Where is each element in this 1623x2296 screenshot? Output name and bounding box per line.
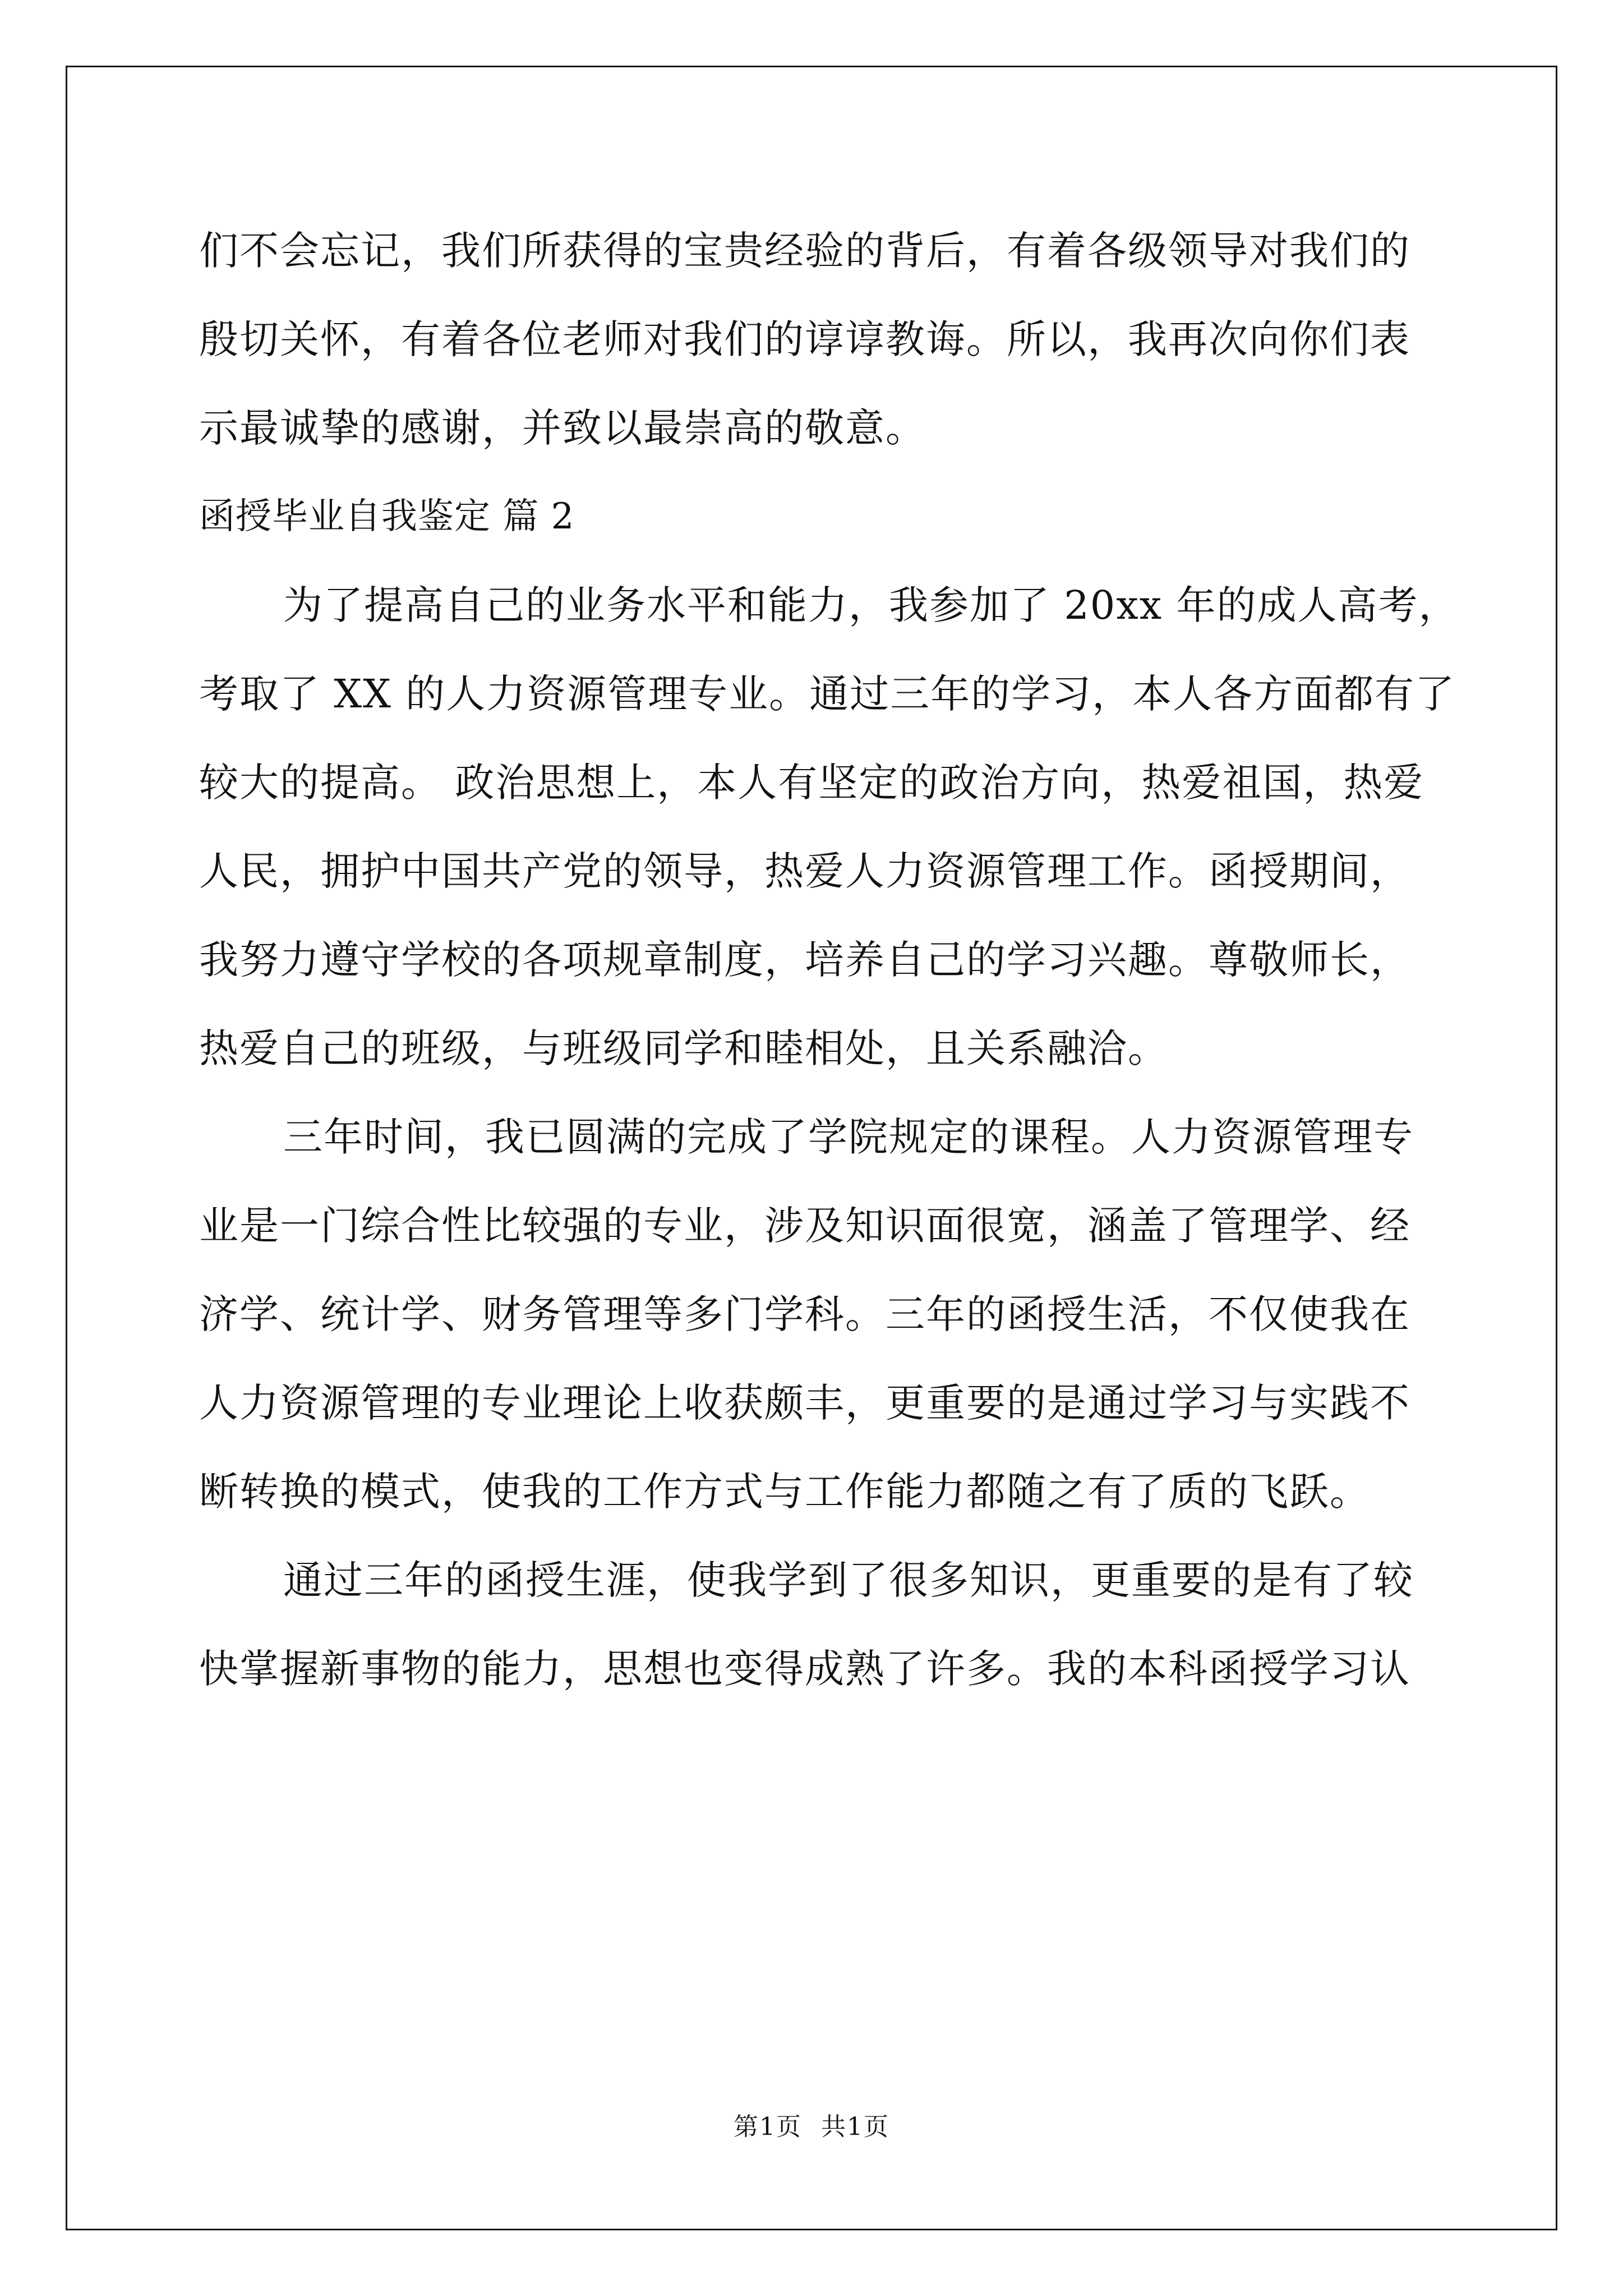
text-line: 通过三年的函授生涯，使我学到了很多知识，更重要的是有了较 (283, 1557, 1414, 1603)
text-line: 热爱自己的班级，与班级同学和睦相处，且关系融洽。 (199, 1025, 1168, 1071)
text-line: 断转换的模式，使我的工作方式与工作能力都随之有了质的飞跃。 (199, 1469, 1370, 1515)
text-line: 考取了 XX 的人力资源管理专业。通过三年的学习，本人各方面都有了 (199, 671, 1456, 717)
text-line: 三年时间，我已圆满的完成了学院规定的课程。人力资源管理专 (283, 1114, 1414, 1160)
text-line: 人民，拥护中国共产党的领导，热爱人力资源管理工作。函授期间， (199, 848, 1410, 894)
text-line: 我努力遵守学校的各项规章制度，培养自己的学习兴趣。尊敬师长， (199, 937, 1410, 983)
text-line: 殷切关怀，有着各位老师对我们的谆谆教诲。所以，我再次向你们表 (199, 316, 1410, 362)
page-total: 共1页 (821, 2113, 889, 2141)
text-line: 示最诚挚的感谢，并致以最崇高的敬意。 (199, 405, 926, 451)
section-heading: 函授毕业自我鉴定 篇 2 (199, 496, 575, 537)
text-line: 较大的提高。 政治思想上，本人有坚定的政治方向，热爱祖国，热爱 (199, 760, 1424, 806)
text-line: 们不会忘记，我们所获得的宝贵经验的背后，有着各级领导对我们的 (199, 228, 1410, 274)
page-footer (0, 2106, 1623, 2142)
text-line: 业是一门综合性比较强的专业，涉及知识面很宽，涵盖了管理学、经 (199, 1203, 1410, 1249)
text-line: 快掌握新事物的能力，思想也变得成熟了许多。我的本科函授学习认 (199, 1646, 1410, 1692)
page-number: 第1页 (734, 2113, 802, 2141)
text-line: 济学、统计学、财务管理等多门学科。三年的函授生活，不仅使我在 (199, 1291, 1410, 1337)
document-body (199, 206, 1459, 1713)
text-line: 为了提高自己的业务水平和能力，我参加了 20xx 年的成人高考， (283, 582, 1459, 628)
text-line: 人力资源管理的专业理论上收获颇丰，更重要的是通过学习与实践不 (199, 1380, 1410, 1426)
